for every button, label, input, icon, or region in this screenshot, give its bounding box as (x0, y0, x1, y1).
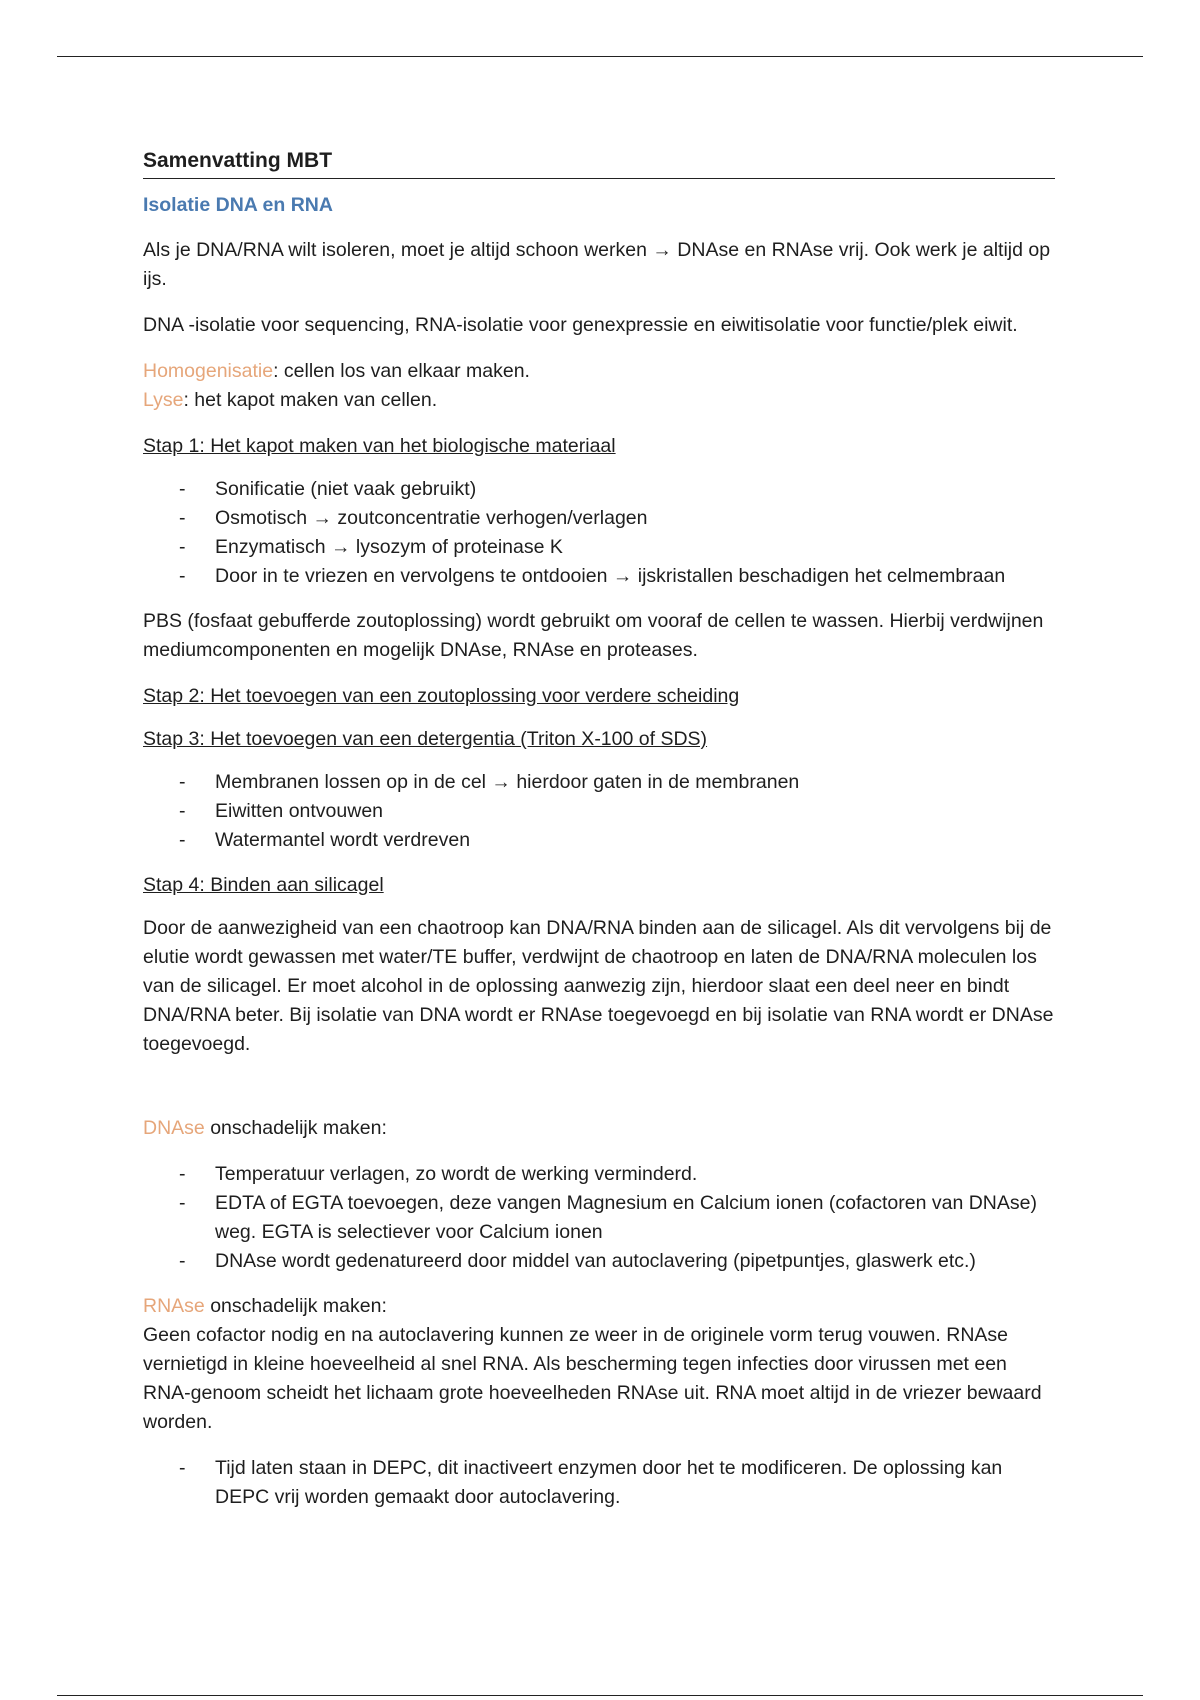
term-dnase: DNAse (143, 1117, 205, 1139)
rnase-heading-rest: onschadelijk maken: (204, 1295, 387, 1317)
definition-homogenisatie: : cellen los van elkaar maken. (273, 360, 530, 382)
step-3-title: Stap 3: Het toevoegen van een detergentia (Triton X-100 of SDS) (143, 728, 708, 750)
list-item: - Temperatuur verlagen, zo wordt de werking verminderd. (143, 1160, 1055, 1189)
document-title: Samenvatting MBT (143, 146, 1055, 179)
intro-paragraph: Als je DNA/RNA wilt isoleren, moet je altijd schoon werken → DNAse en RNAse vrij. Ook werk je altijd op ijs. (143, 239, 1051, 290)
list-item: - Sonificatie (niet vaak gebruikt) (143, 475, 1055, 504)
list-item: - Membranen lossen op in de cel → hierdoor gaten in de membranen (143, 768, 1055, 797)
dnase-heading-rest: onschadelijk maken: (204, 1117, 387, 1139)
rnase-paragraph: Geen cofactor nodig en na autoclavering kunnen ze weer in de originele vorm terug vouwen. RNAse vernietigd in kleine hoeveelheid al snel RNA. Als bescherming tegen infecties door virussen met een RNA-genoom scheidt het lichaam grote hoeveelheden RNAse uit. RNA moet altijd in de vriezer bewaard worden. (143, 1324, 1042, 1433)
list-item: - Osmotisch → zoutconcentratie verhogen/verlagen (143, 504, 1055, 533)
footer-rule (57, 1695, 1143, 1696)
dnase-heading (143, 1114, 1055, 1143)
list-item: - Tijd laten staan in DEPC, dit inactiveert enzymen door het te modificeren. De oplossing kan DEPC vrij worden gemaakt door autoclavering. (143, 1454, 1055, 1512)
document-page (143, 146, 1055, 1528)
list-item: - Enzymatisch → lysozym of proteinase K (143, 533, 1055, 562)
silicagel-paragraph: Door de aanwezigheid van een chaotroop kan DNA/RNA binden aan de silicagel. Als dit vervolgens bij de elutie wordt gewassen met water/TE buffer, verdwijnt de chaotroop en laten de DNA/RNA moleculen los van de silicagel. Er moet alcohol in de oplossing aanwezig zijn, hierdoor slaat een deel neer en bindt DNA/RNA beter. Bij isolatie van DNA wordt er RNAse toegevoegd en bij isolatie van RNA wordt er DNAse toegevoegd. (143, 917, 1054, 1055)
list-item: - Watermantel wordt verdreven (143, 826, 1055, 855)
definition-lyse: : het kapot maken van cellen. (183, 389, 438, 411)
step-1-list (143, 475, 1055, 591)
step-3-list (143, 768, 1055, 855)
rnase-section (143, 1292, 1055, 1437)
header-rule (57, 56, 1143, 57)
spacer (143, 1076, 1055, 1114)
step-4-title: Stap 4: Binden aan silicagel (143, 874, 384, 896)
list-item: - DNAse wordt gedenatureerd door middel van autoclavering (pipetpuntjes, glaswerk etc.) (143, 1247, 1055, 1276)
dnase-list (143, 1160, 1055, 1276)
definitions (143, 357, 1055, 415)
step-2-title: Stap 2: Het toevoegen van een zoutoplossing voor verdere scheiding (143, 685, 740, 707)
purpose-paragraph: DNA -isolatie voor sequencing, RNA-isolatie voor genexpressie en eiwitisolatie voor functie/plek eiwit. (143, 314, 1018, 336)
list-item: - EDTA of EGTA toevoegen, deze vangen Magnesium en Calcium ionen (cofactoren van DNAse) weg. EGTA is selectiever voor Calcium ionen (143, 1189, 1055, 1247)
list-item: - Door in te vriezen en vervolgens te ontdooien → ijskristallen beschadigen het celmembraan (143, 562, 1055, 591)
term-rnase: RNAse (143, 1295, 205, 1317)
term-lyse: Lyse (143, 389, 184, 411)
pbs-paragraph: PBS (fosfaat gebufferde zoutoplossing) wordt gebruikt om vooraf de cellen te wassen. Hierbij verdwijnen mediumcomponenten en mogelijk DNAse, RNAse en proteases. (143, 610, 1044, 661)
step-1-title: Stap 1: Het kapot maken van het biologische materiaal (143, 435, 616, 457)
term-homogenisatie: Homogenisatie (143, 360, 274, 382)
section-heading: Isolatie DNA en RNA (143, 194, 333, 216)
list-item: - Eiwitten ontvouwen (143, 797, 1055, 826)
rnase-list (143, 1454, 1055, 1512)
